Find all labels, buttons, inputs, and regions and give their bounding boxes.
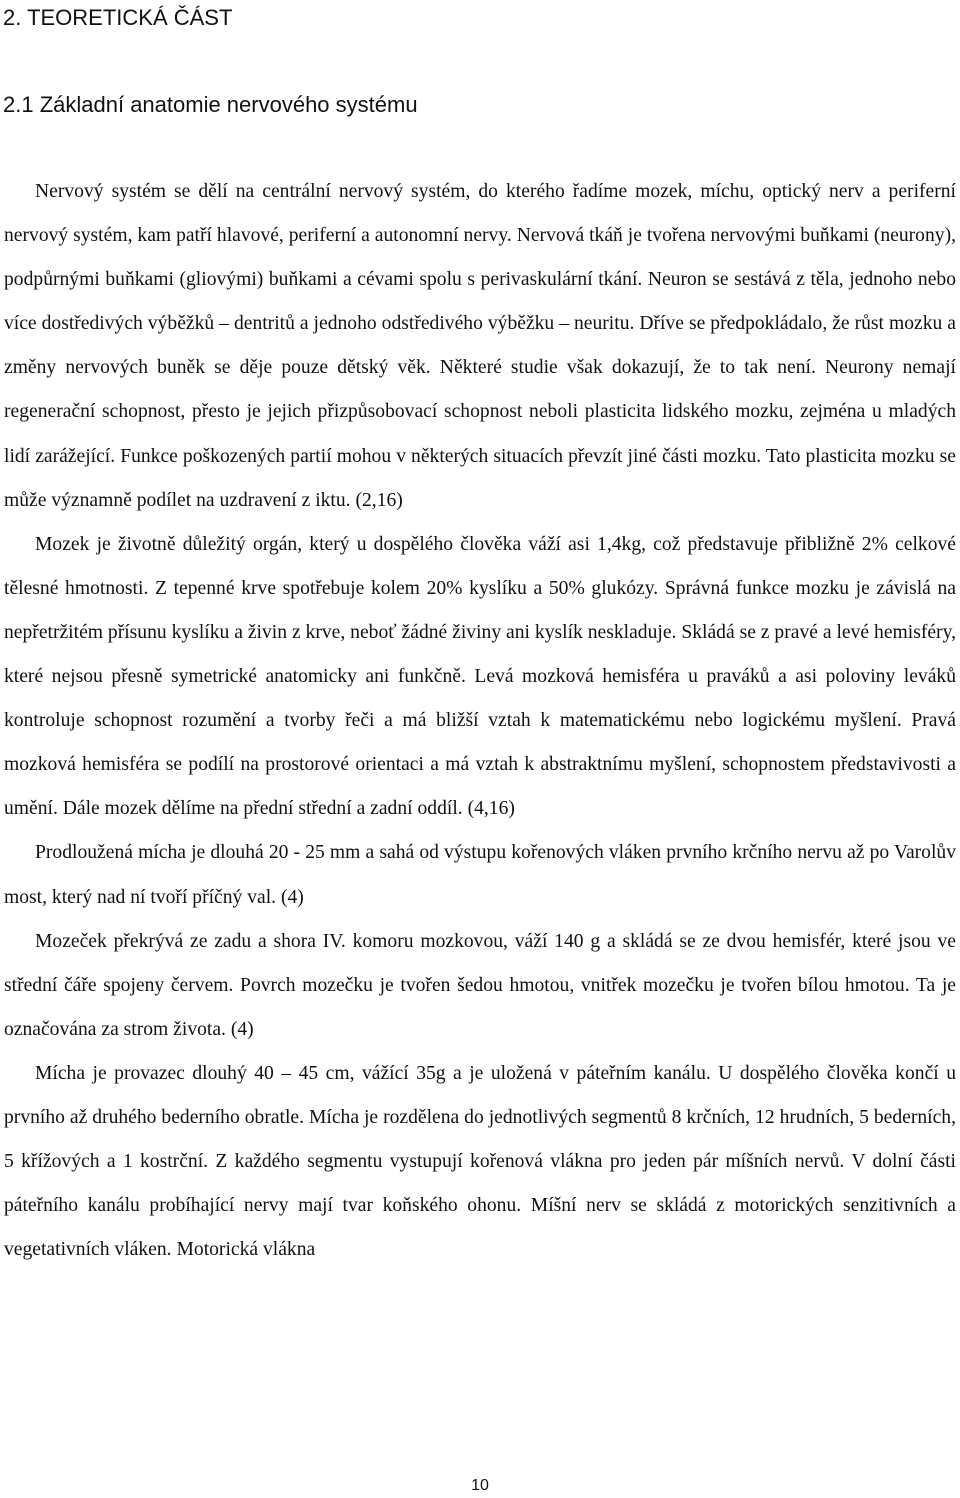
paragraph-spinal-cord: Mícha je provazec dlouhý 40 – 45 cm, vážící 35g a je uložená v páteřním kanálu. U dospělého člověka končí u prvního až druhého bederního obratle. Mícha je rozdělena do jednotlivých segmentů 8 krčních, 12 hrudních, 5 bederních, 5 křížových a 1 kostrční. Z každého segmentu vystupují kořenová vlákna pro jeden pár míšních nervů. V dolní části páteřního kanálu probíhající nervy mají tvar koňského ohonu. Míšní nerv se skládá z motorických senzitivních a vegetativních vláken. Motorická vlákna	[4, 1062, 956, 1261]
page-number: 10	[471, 1477, 489, 1494]
paragraph-nervous-system: Nervový systém se dělí na centrální nervový systém, do kterého řadíme mozek, míchu, optický nerv a periferní nervový systém, kam patří hlavové, periferní a autonomní nervy. Nervová tkáň je tvořena nervovými buňkami (neurony), podpůrnými buňkami (gliovými) buňkami a cévami spolu s perivaskulární tkání. Neuron se sestává z těla, jednoho nebo více dostředivých výběžků – dentritů a jednoho odstředivého výběžku – neuritu. Dříve se předpokládalo, že růst mozku a změny nervových buněk se děje pouze dětský věk. Některé studie však dokazují, že to tak není. Neurony nemají regenerační schopnost, přesto je jejich přizpůsobovací schopnost neboli plasticita lidského mozku, zejména u mladých lidí zarážející. Funkce poškozených partií mohou v některých situacích převzít jiné části mozku. Tato plasticita mozku se může významně podílet na uzdravení z iktu. (2,16)	[4, 181, 956, 511]
section-heading: 2.1 Základní anatomie nervového systému	[3, 92, 418, 117]
paragraph-medulla: Prodloužená mícha je dlouhá 20 - 25 mm a sahá od výstupu kořenových vláken prvního krčního nervu až po Varolův most, který nad ní tvoří příčný val. (4)	[4, 842, 956, 908]
body-text	[4, 170, 956, 1272]
paragraph-brain: Mozek je životně důležitý orgán, který u dospělého člověka váží asi 1,4kg, což představuje přibližně 2% celkové tělesné hmotnosti. Z tepenné krve spotřebuje kolem 20% kyslíku a 50% glukózy. Správná funkce mozku je závislá na nepřetržitém přísunu kyslíku a živin z krve, neboť žádné živiny ani kyslík neskladuje. Skládá se z pravé a levé hemisféry, které nejsou přesně symetrické anatomicky ani funkčně. Levá mozková hemisféra u praváků a asi poloviny leváků kontroluje schopnost rozumění a tvorby řeči a má bližší vztah k matematickému nebo logickému myšlení. Pravá mozková hemisféra se podílí na prostorové orientaci a má vztah k abstraktnímu myšlení, schopnostem představivosti a umění. Dále mozek dělíme na přední střední a zadní oddíl. (4,16)	[4, 533, 956, 820]
chapter-heading: 2. TEORETICKÁ ČÁST	[3, 5, 233, 30]
paragraph-cerebellum: Mozeček překrývá ze zadu a shora IV. komoru mozkovou, váží 140 g a skládá se ze dvou hemisfér, které jsou ve střední čáře spojeny červem. Povrch mozečku je tvořen šedou hmotou, vnitřek mozečku je tvořen bílou hmotou. Ta je označována za strom života. (4)	[4, 930, 956, 1040]
